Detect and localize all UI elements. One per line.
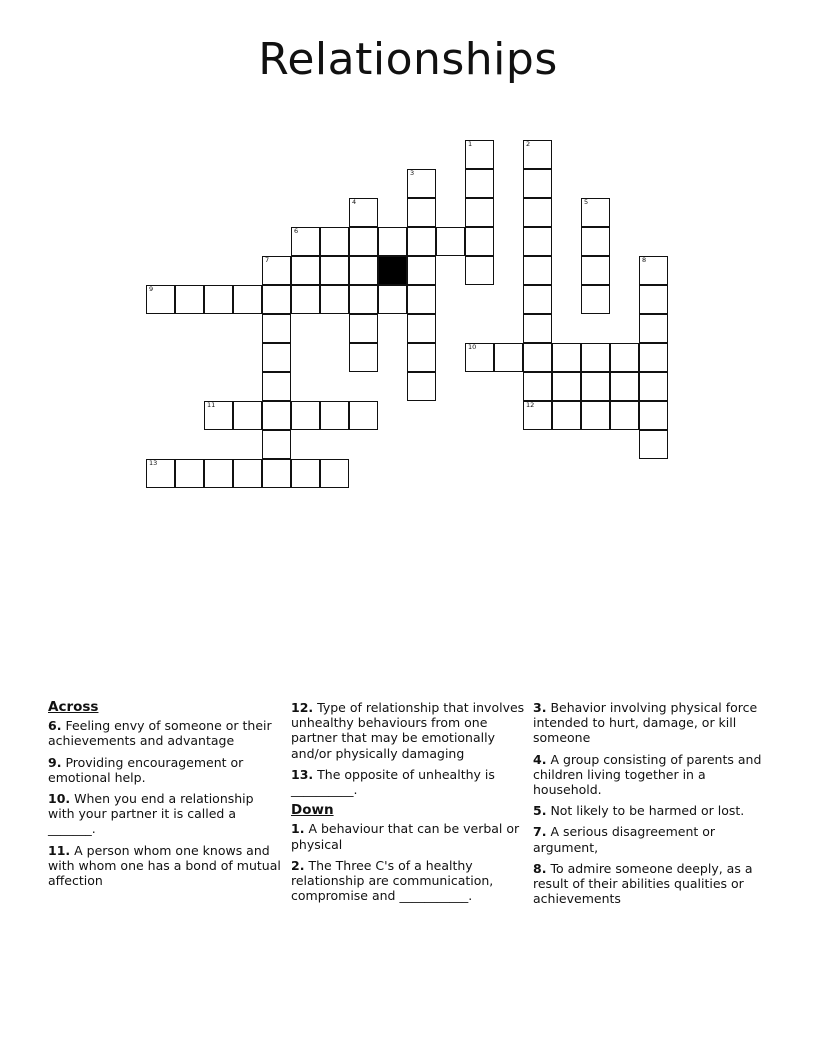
grid-cell[interactable] bbox=[639, 343, 668, 372]
clue-number: 7. bbox=[533, 824, 547, 840]
grid-cell[interactable] bbox=[581, 401, 610, 430]
grid-cell[interactable] bbox=[465, 256, 494, 285]
grid-cell[interactable] bbox=[465, 343, 494, 372]
clue-down-4 bbox=[533, 752, 768, 798]
grid-cell[interactable] bbox=[465, 169, 494, 198]
grid-cell[interactable] bbox=[320, 227, 349, 256]
blocked-cell bbox=[378, 256, 407, 285]
grid-cell[interactable] bbox=[407, 227, 436, 256]
grid-cell[interactable] bbox=[523, 140, 552, 169]
grid-cell[interactable] bbox=[291, 459, 320, 488]
clue-number: 4. bbox=[533, 751, 547, 767]
cell-number: 2 bbox=[526, 140, 531, 148]
clue-across-6 bbox=[48, 718, 282, 748]
clue-number: 9. bbox=[48, 754, 62, 770]
clues-column-1 bbox=[48, 700, 282, 894]
clue-down-3 bbox=[533, 700, 768, 746]
cell-number: 7 bbox=[265, 256, 270, 264]
grid-cell[interactable] bbox=[146, 285, 175, 314]
clue-number: 5. bbox=[533, 803, 547, 819]
grid-cell[interactable] bbox=[581, 372, 610, 401]
grid-cell[interactable] bbox=[639, 430, 668, 459]
clue-across-13 bbox=[291, 767, 527, 797]
grid-cell[interactable] bbox=[581, 227, 610, 256]
grid-cell[interactable] bbox=[523, 198, 552, 227]
grid-cell[interactable] bbox=[320, 401, 349, 430]
grid-cell[interactable] bbox=[552, 343, 581, 372]
grid-cell[interactable] bbox=[349, 343, 378, 372]
down-heading: Down bbox=[291, 802, 334, 819]
clue-down-1 bbox=[291, 821, 527, 851]
grid-cell[interactable] bbox=[349, 401, 378, 430]
grid-cell[interactable] bbox=[523, 256, 552, 285]
crossword-grid bbox=[0, 0, 816, 520]
grid-cell[interactable] bbox=[262, 401, 291, 430]
grid-cell[interactable] bbox=[407, 285, 436, 314]
clue-text: Feeling envy of someone or their achievements and advantage bbox=[48, 718, 272, 749]
grid-cell[interactable] bbox=[204, 459, 233, 488]
clue-text: A person whom one knows and with whom one has a bond of mutual affection bbox=[48, 842, 281, 889]
grid-cell[interactable] bbox=[291, 401, 320, 430]
across-heading: Across bbox=[48, 699, 99, 715]
clue-text: The Three C's of a healthy relationship are communication, compromise and ___________. bbox=[291, 857, 494, 904]
grid-cell[interactable] bbox=[407, 343, 436, 372]
grid-cell[interactable] bbox=[465, 198, 494, 227]
clue-down-8 bbox=[533, 861, 768, 907]
grid-cell[interactable] bbox=[581, 285, 610, 314]
clue-text: The opposite of unhealthy is __________. bbox=[291, 766, 495, 798]
grid-cell[interactable] bbox=[291, 256, 320, 285]
grid-cell[interactable] bbox=[581, 198, 610, 227]
grid-cell[interactable] bbox=[349, 285, 378, 314]
grid-cell[interactable] bbox=[262, 459, 291, 488]
clue-number: 6. bbox=[48, 718, 62, 734]
clue-across-12 bbox=[291, 700, 527, 761]
clue-number: 11. bbox=[48, 842, 71, 858]
grid-cell[interactable] bbox=[552, 401, 581, 430]
cell-number: 11 bbox=[207, 401, 216, 409]
grid-cell[interactable] bbox=[233, 285, 262, 314]
grid-cell[interactable] bbox=[523, 169, 552, 198]
grid-cell[interactable] bbox=[407, 372, 436, 401]
grid-cell[interactable] bbox=[378, 227, 407, 256]
clues-column-3 bbox=[533, 700, 768, 912]
clue-text: Type of relationship that involves unhealthy behaviours from one partner that may be emotionally and/or physically damaging bbox=[291, 700, 525, 761]
grid-cell[interactable] bbox=[146, 459, 175, 488]
clue-number: 1. bbox=[291, 821, 305, 837]
clue-text: Providing encouragement or emotional help. bbox=[48, 754, 244, 785]
clues-column-2 bbox=[291, 700, 527, 909]
grid-cell[interactable] bbox=[639, 256, 668, 285]
grid-cell[interactable] bbox=[291, 285, 320, 314]
grid-cell[interactable] bbox=[262, 285, 291, 314]
grid-cell[interactable] bbox=[610, 401, 639, 430]
grid-cell[interactable] bbox=[262, 256, 291, 285]
grid-cell[interactable] bbox=[581, 256, 610, 285]
cell-number: 12 bbox=[526, 401, 535, 409]
grid-cell[interactable] bbox=[320, 285, 349, 314]
clue-number: 12. bbox=[291, 700, 314, 715]
cell-number: 3 bbox=[410, 169, 415, 177]
clue-text: A behaviour that can be verbal or physical bbox=[291, 821, 520, 852]
grid-cell[interactable] bbox=[204, 401, 233, 430]
clue-number: 2. bbox=[291, 857, 305, 873]
cell-number: 4 bbox=[352, 198, 357, 206]
grid-cell[interactable] bbox=[436, 227, 465, 256]
grid-cell[interactable] bbox=[175, 285, 204, 314]
grid-cell[interactable] bbox=[639, 314, 668, 343]
grid-cell[interactable] bbox=[610, 343, 639, 372]
cell-number: 13 bbox=[149, 459, 158, 467]
grid-cell[interactable] bbox=[523, 401, 552, 430]
grid-cell[interactable] bbox=[639, 372, 668, 401]
grid-cell[interactable] bbox=[262, 372, 291, 401]
grid-cell[interactable] bbox=[552, 372, 581, 401]
grid-cell[interactable] bbox=[494, 343, 523, 372]
grid-cell[interactable] bbox=[349, 227, 378, 256]
clue-down-5 bbox=[533, 803, 768, 818]
cell-number: 5 bbox=[584, 198, 589, 206]
grid-cell[interactable] bbox=[639, 285, 668, 314]
grid-cell[interactable] bbox=[639, 401, 668, 430]
grid-cell[interactable] bbox=[523, 314, 552, 343]
grid-cell[interactable] bbox=[465, 140, 494, 169]
grid-cell[interactable] bbox=[262, 343, 291, 372]
grid-cell[interactable] bbox=[291, 227, 320, 256]
clue-across-11 bbox=[48, 843, 282, 889]
grid-cell[interactable] bbox=[320, 256, 349, 285]
grid-cell[interactable] bbox=[581, 343, 610, 372]
grid-cell[interactable] bbox=[349, 314, 378, 343]
grid-cell[interactable] bbox=[349, 198, 378, 227]
grid-cell[interactable] bbox=[175, 459, 204, 488]
grid-cell[interactable] bbox=[204, 285, 233, 314]
grid-cell[interactable] bbox=[407, 314, 436, 343]
clue-across-9 bbox=[48, 755, 282, 785]
cell-number: 9 bbox=[149, 285, 154, 293]
clue-number: 13. bbox=[291, 766, 314, 782]
grid-cell[interactable] bbox=[465, 227, 494, 256]
clue-text: Not likely to be harmed or lost. bbox=[550, 803, 745, 819]
clue-number: 3. bbox=[533, 700, 547, 715]
clue-text: Behavior involving physical force intended to hurt, damage, or kill someone bbox=[533, 700, 758, 746]
grid-cell[interactable] bbox=[233, 459, 262, 488]
grid-cell[interactable] bbox=[407, 169, 436, 198]
clue-number: 10. bbox=[48, 791, 71, 807]
grid-cell[interactable] bbox=[523, 372, 552, 401]
grid-cell[interactable] bbox=[523, 343, 552, 372]
cell-number: 1 bbox=[468, 140, 473, 148]
grid-cell[interactable] bbox=[523, 285, 552, 314]
grid-cell[interactable] bbox=[262, 314, 291, 343]
cell-number: 8 bbox=[642, 256, 647, 264]
clue-across-10 bbox=[48, 791, 282, 837]
clue-text: When you end a relationship with your partner it is called a _______. bbox=[48, 791, 254, 837]
grid-cell[interactable] bbox=[407, 198, 436, 227]
puzzle-title: Relationships bbox=[258, 34, 558, 85]
clue-down-7 bbox=[533, 824, 768, 854]
cell-number: 6 bbox=[294, 227, 299, 235]
clue-text: To admire someone deeply, as a result of their abilities qualities or achievements bbox=[533, 860, 753, 907]
cell-number: 10 bbox=[468, 343, 477, 351]
grid-cell[interactable] bbox=[233, 401, 262, 430]
grid-cell[interactable] bbox=[320, 459, 349, 488]
clue-text: A serious disagreement or argument, bbox=[533, 824, 716, 855]
grid-cell[interactable] bbox=[523, 227, 552, 256]
grid-cell[interactable] bbox=[610, 372, 639, 401]
clue-text: A group consisting of parents and children living together in a household. bbox=[533, 751, 762, 798]
grid-cell[interactable] bbox=[378, 285, 407, 314]
clue-down-2 bbox=[291, 858, 527, 904]
grid-cell[interactable] bbox=[407, 256, 436, 285]
grid-cell[interactable] bbox=[349, 256, 378, 285]
grid-cell[interactable] bbox=[262, 430, 291, 459]
clue-number: 8. bbox=[533, 860, 547, 876]
